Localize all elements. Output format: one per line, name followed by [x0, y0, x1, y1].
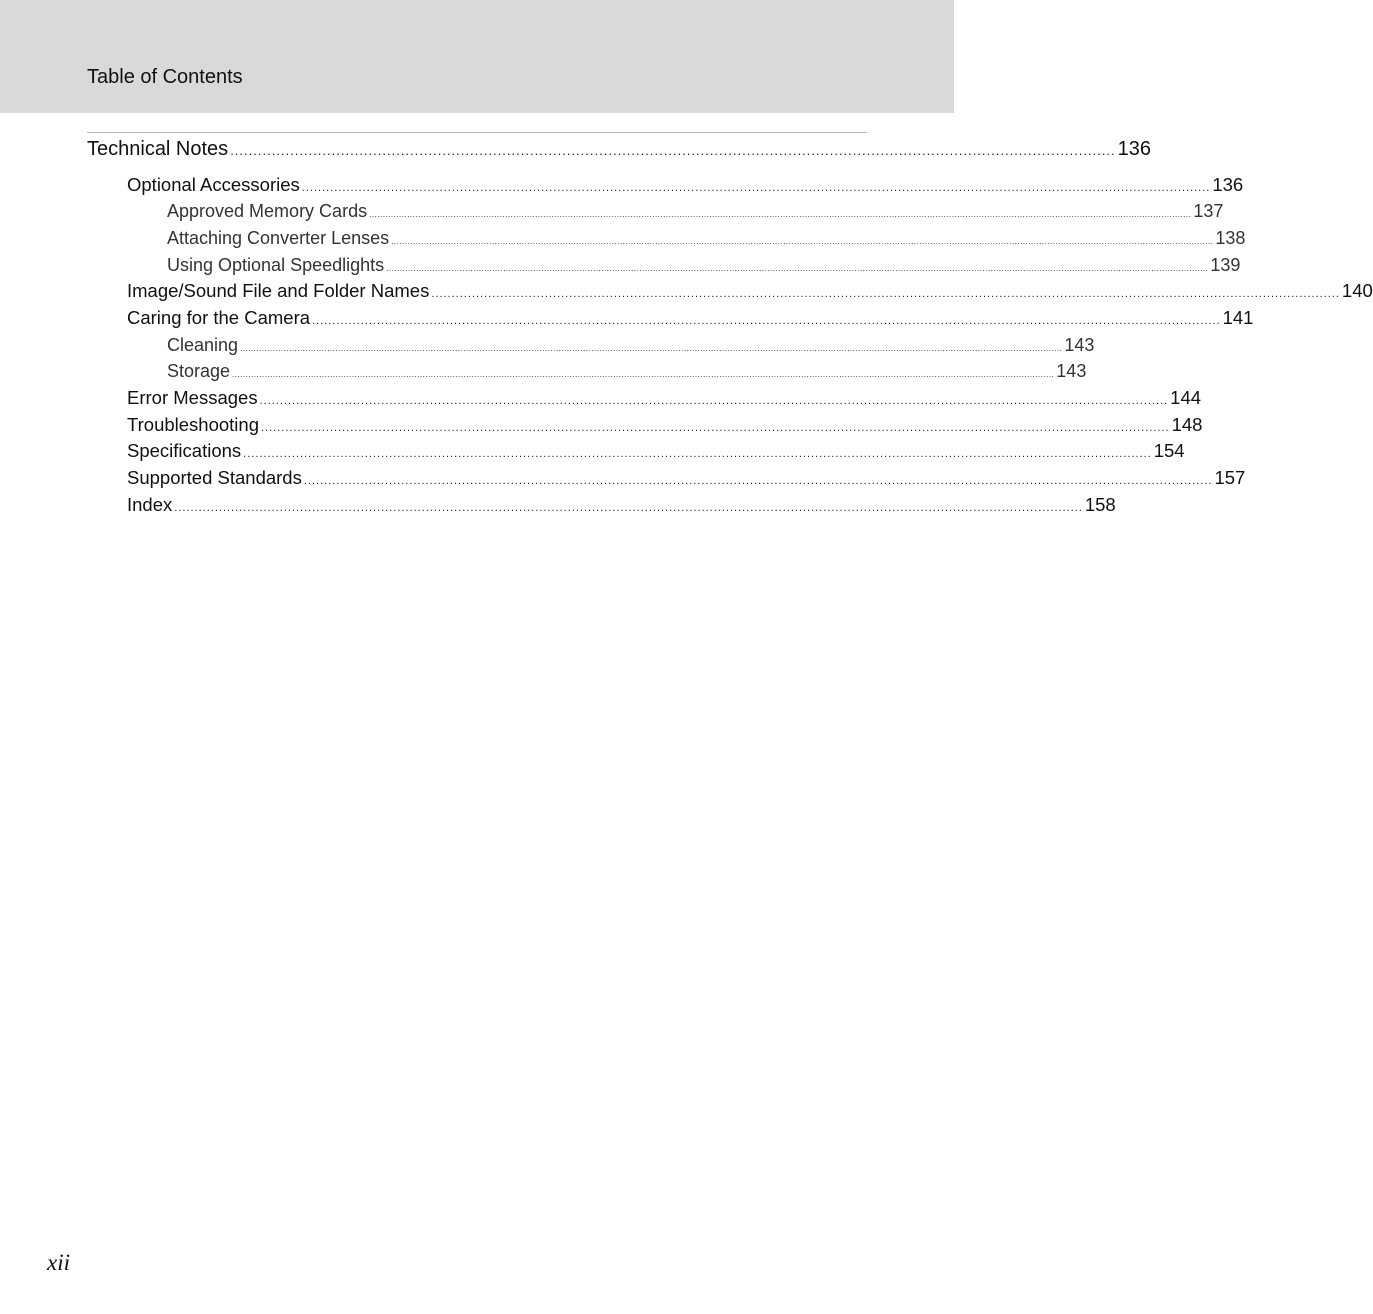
toc-entry-index[interactable]: [127, 494, 1116, 516]
toc-entry-using-optional-speedlights[interactable]: [167, 255, 1241, 276]
dot-leader: ................................................................................................................................................................................................................................: [431, 288, 1340, 300]
toc-entry-page: 143: [1064, 335, 1095, 355]
dot-leader: ................................................................................................................................................................................................................................: [174, 502, 1083, 514]
toc-entry-page: 137: [1193, 201, 1224, 221]
dot-leader: ................................................................................................................................................................................................................................: [301, 182, 1211, 194]
dot-leader: ..............................................................................................................................................................................................................................................................................................................: [232, 370, 1055, 379]
toc-entry-label: Troubleshooting: [127, 414, 259, 435]
toc-entry-page: 141: [1222, 307, 1254, 328]
toc-entry-image-sound-file-folder-names[interactable]: [127, 280, 1373, 302]
header-band: [0, 0, 954, 113]
toc-entry-cleaning[interactable]: [167, 335, 1095, 356]
toc-entry-storage[interactable]: [167, 361, 1087, 382]
dot-leader: ................................................................................................................................................................................................................................: [303, 475, 1213, 487]
toc-entry-page: 158: [1084, 494, 1116, 515]
toc-entry-specifications[interactable]: [127, 440, 1185, 462]
toc-entry-page: 157: [1214, 467, 1246, 488]
header-rule: [87, 132, 867, 133]
toc-entry-attaching-converter-lenses[interactable]: [167, 228, 1246, 249]
toc-entry-optional-accessories[interactable]: [127, 174, 1244, 196]
toc-entry-page: 138: [1215, 228, 1246, 248]
dot-leader: ................................................................................................................................................................................................................................: [312, 315, 1221, 327]
toc-entry-page: 136: [1117, 138, 1152, 160]
toc-entry-troubleshooting[interactable]: [127, 414, 1203, 436]
dot-leader: ................................................................................................................................................................................................................................: [259, 395, 1169, 407]
dot-leader: ..............................................................................................................................................................................................................................................................................................................: [391, 237, 1214, 246]
dot-leader: ..............................................................................................................................................................................................................................................................................................................: [386, 264, 1209, 273]
toc-entry-page: 154: [1153, 440, 1185, 461]
toc-entry-label: Optional Accessories: [127, 174, 300, 195]
dot-leader: ..............................................................................................................................................................................................................................................................................................................: [240, 344, 1063, 353]
toc-entry-error-messages[interactable]: [127, 387, 1202, 409]
toc-entry-caring-for-the-camera[interactable]: [127, 307, 1254, 329]
toc-entry-technical-notes[interactable]: [87, 138, 1152, 161]
toc-entry-label: Approved Memory Cards: [167, 201, 368, 221]
toc-entry-page: 148: [1171, 414, 1203, 435]
toc-entry-page: 136: [1212, 174, 1244, 195]
page-number: xii: [47, 1250, 70, 1275]
toc-entry-label: Index: [127, 494, 173, 515]
toc-entry-page: 144: [1170, 387, 1202, 408]
toc-entry-label: Cleaning: [167, 335, 239, 355]
toc-entry-label: Specifications: [127, 440, 242, 461]
toc-entry-label: Supported Standards: [127, 467, 302, 488]
toc-entry-approved-memory-cards[interactable]: [167, 201, 1224, 222]
dot-leader: ................................................................................................................................................................................................................................: [243, 448, 1152, 460]
toc-entry-label: Using Optional Speedlights: [167, 255, 385, 275]
dot-leader: ................................................................................................................................................................................................: [230, 143, 1116, 158]
toc-entry-label: Caring for the Camera: [127, 307, 311, 328]
toc-entry-supported-standards[interactable]: [127, 467, 1246, 489]
dot-leader: ..............................................................................................................................................................................................................................................................................................................: [369, 210, 1192, 219]
page-header-title: Table of Contents: [87, 66, 243, 88]
dot-leader: ................................................................................................................................................................................................................................: [260, 422, 1170, 434]
toc-entry-label: Storage: [167, 361, 231, 381]
toc-entry-page: 140: [1341, 280, 1373, 301]
toc-entry-label: Technical Notes: [87, 138, 229, 160]
toc-entry-page: 143: [1056, 361, 1087, 381]
toc-entry-label: Error Messages: [127, 387, 258, 408]
toc-entry-label: Attaching Converter Lenses: [167, 228, 390, 248]
toc-entry-page: 139: [1210, 255, 1241, 275]
toc-entry-label: Image/Sound File and Folder Names: [127, 280, 430, 301]
